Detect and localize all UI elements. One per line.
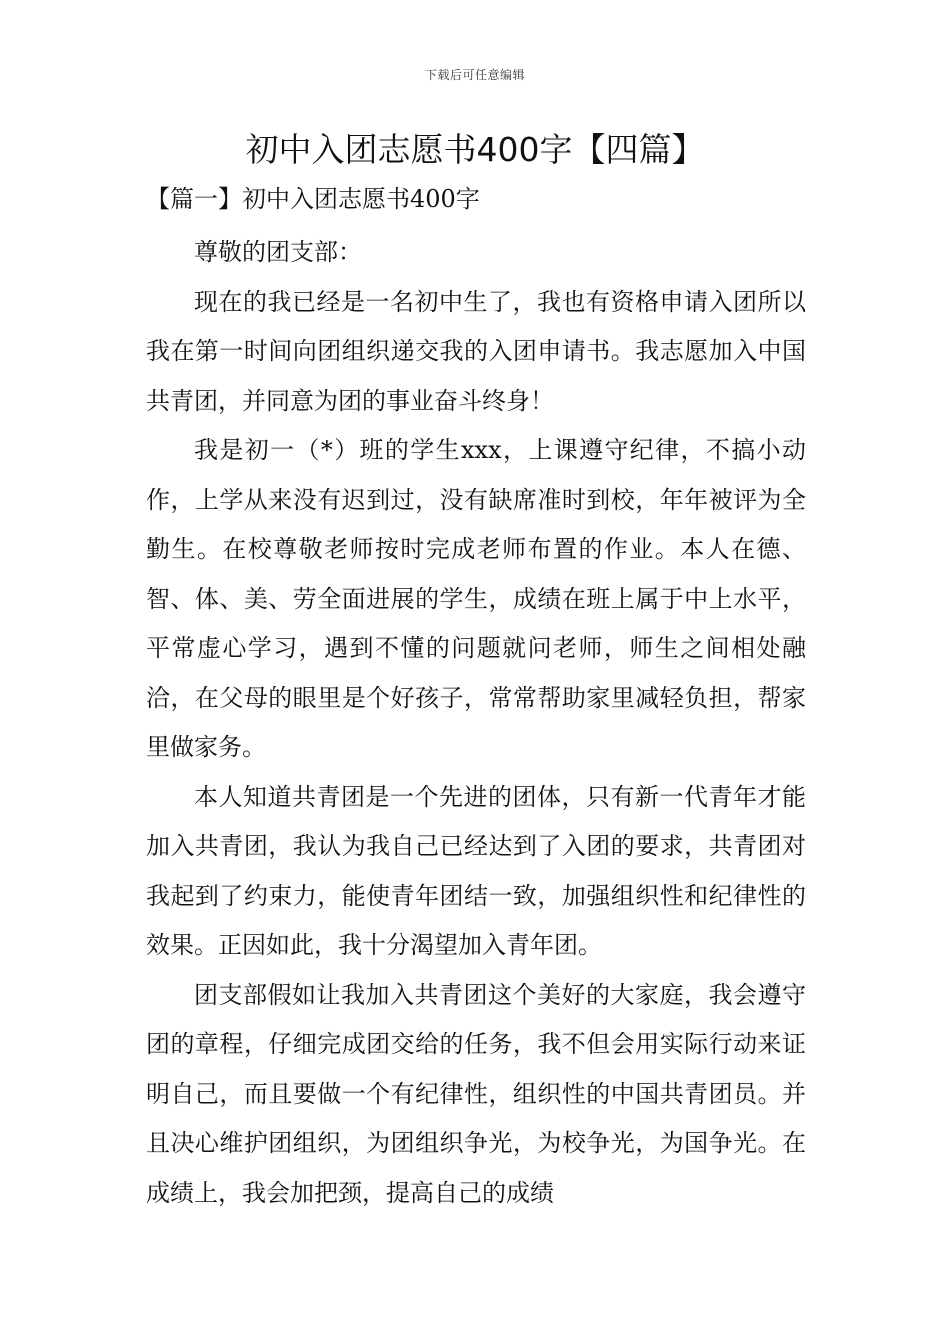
body-paragraph: 团支部假如让我加入共青团这个美好的大家庭，我会遵守团的章程，仔细完成团交给的任务，我不但会用实际行动来证明自己，而且要做一个有纪律性，组织性的中国共青团员。并且决心维护团组织，为团组织争光，为校争光，为国争光。在成绩上，我会加把颈，提高自己的成绩 [146,980,806,1207]
body-paragraph: 本人知道共青团是一个先进的团体，只有新一代青年才能加入共青团，我认为我自己已经达到了入团的要求，共青团对我起到了约束力，能使青年团结一致，加强组织性和纪律性的效果。正因如此，我十分渴望加入青年团。 [146,782,806,959]
document-body [146,228,806,1218]
document-title: 初中入团志愿书400字【四篇】 [245,130,705,169]
header-note: 下载后可任意编辑 [424,68,525,82]
body-paragraph: 我是初一（*）班的学生xxx，上课遵守纪律，不搞小动作，上学从来没有迟到过，没有缺席准时到校，年年被评为全勤生。在校尊敬老师按时完成老师布置的作业。本人在德、智、体、美、劳全面进展的学生，成绩在班上属于中上水平，平常虚心学习，遇到不懂的问题就问老师，师生之间相处融洽，在父母的眼里是个好孩子，常常帮助家里减轻负担，帮家里做家务。 [146,436,806,761]
salutation: 尊敬的团支部： [194,238,362,266]
body-paragraph: 现在的我已经是一名初中生了，我也有资格申请入团所以我在第一时间向团组织递交我的入团申请书。我志愿加入中国共青团，并同意为团的事业奋斗终身！ [146,287,806,415]
section-heading: 【篇一】初中入团志愿书400字 [146,185,480,213]
